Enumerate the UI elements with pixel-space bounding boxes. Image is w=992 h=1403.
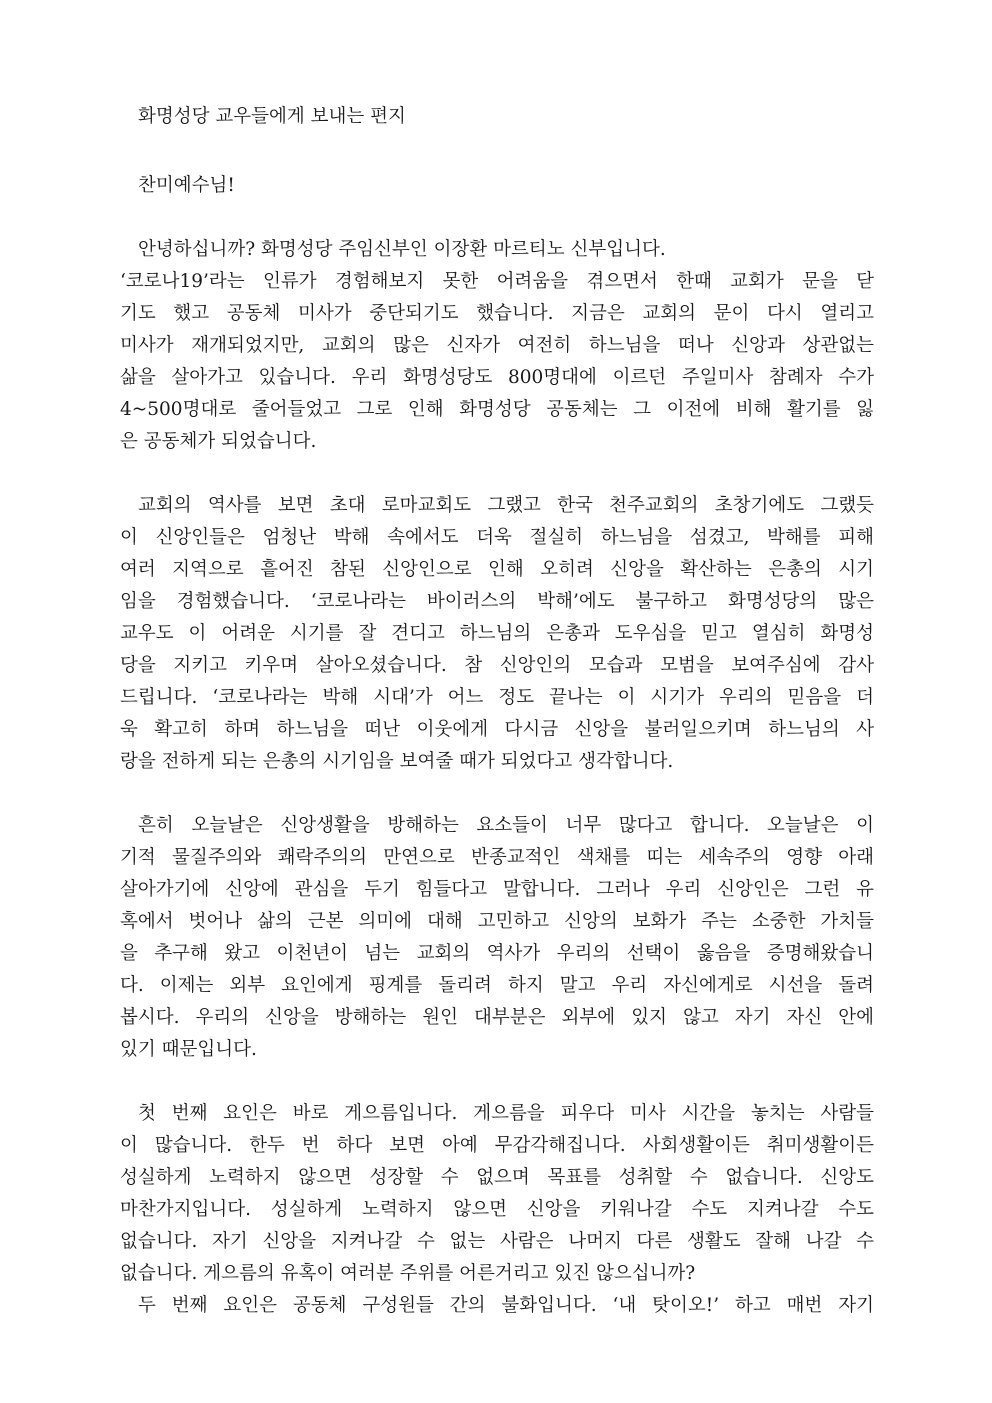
paragraph-3-line-5: 을 추구해 왔고 이천년이 넘는 교회의 역사가 우리의 선택이 옳음을 증명해왔습니	[120, 943, 874, 964]
paragraph-4-line-7: 두 번째 요인은 공동체 구성원들 간의 불화입니다. ‘내 탓이오!’ 하고 매번 자기	[138, 1295, 874, 1316]
paragraph-4-line-6: 없습니다. 게으름의 유혹이 여러분 주위를 어른거리고 있진 않으십니까?	[120, 1263, 696, 1284]
paragraph-3-line-6: 다. 이제는 외부 요인에게 핑계를 돌리려 하지 말고 우리 자신에게로 시선을 돌려	[120, 975, 874, 996]
letter-greeting: 찬미예수님!	[138, 175, 235, 196]
paragraph-2-line-6: 당을 지키고 키우며 살아오셨습니다. 참 신앙인의 모습과 모범을 보여주심에 감사	[120, 655, 874, 676]
paragraph-2-line-4: 임을 경험했습니다. ‘코로나라는 바이러스의 박해’에도 불구하고 화명성당의 많은	[120, 591, 874, 612]
paragraph-4-line-5: 없습니다. 자기 신앙을 지켜나갈 수 없는 사람은 나머지 다른 생활도 잘해 나갈 수	[120, 1231, 874, 1252]
paragraph-1-line-4: 미사가 재개되었지만, 교회의 많은 신자가 여전히 하느님을 떠나 신앙과 상관없는	[120, 335, 874, 356]
paragraph-3-line-1: 흔히 오늘날은 신앙생활을 방해하는 요소들이 너무 많다고 합니다. 오늘날은 이	[138, 815, 874, 836]
paragraph-1-line-7: 은 공동체가 되었습니다.	[120, 431, 317, 452]
paragraph-2-line-3: 여러 지역으로 흩어진 참된 신앙인으로 인해 오히려 신앙을 확산하는 은총의 시기	[120, 559, 874, 580]
paragraph-1-line-1: 안녕하십니까? 화명성당 주임신부인 이장환 마르티노 신부입니다.	[138, 239, 666, 260]
paragraph-4-line-3: 성실하게 노력하지 않으면 성장할 수 없으며 목표를 성취할 수 없습니다. 신앙도	[120, 1167, 874, 1188]
paragraph-3-line-4: 혹에서 벗어나 삶의 근본 의미에 대해 고민하고 신앙의 보화가 주는 소중한 가치들	[120, 911, 874, 932]
paragraph-2-line-9: 랑을 전하게 되는 은총의 시기임을 보여줄 때가 되었다고 생각합니다.	[120, 751, 674, 772]
paragraph-1-line-6: 4~500명대로 줄어들었고 그로 인해 화명성당 공동체는 그 이전에 비해 활기를 잃	[120, 399, 874, 420]
paragraph-3-line-3: 살아가기에 신앙에 관심을 두기 힘들다고 말합니다. 그러나 우리 신앙인은 그런 유	[120, 879, 874, 900]
paragraph-1-line-2: ‘코로나19’라는 인류가 경험해보지 못한 어려움을 겪으면서 한때 교회가 문을 닫	[120, 271, 874, 292]
paragraph-4-line-2: 이 많습니다. 한두 번 하다 보면 아예 무감각해집니다. 사회생활이든 취미생활이든	[120, 1135, 874, 1156]
paragraph-4-line-4: 마찬가지입니다. 성실하게 노력하지 않으면 신앙을 키워나갈 수도 지켜나갈 수도	[120, 1199, 874, 1220]
paragraph-2-line-7: 드립니다. ‘코로나라는 박해 시대’가 어느 정도 끝나는 이 시기가 우리의 믿음을 더	[120, 687, 874, 708]
paragraph-2-line-1: 교회의 역사를 보면 초대 로마교회도 그랬고 한국 천주교회의 초창기에도 그랬듯	[138, 495, 874, 516]
paragraph-2-line-2: 이 신앙인들은 엄청난 박해 속에서도 더욱 절실히 하느님을 섬겼고, 박해를 피해	[120, 527, 874, 548]
paragraph-2-line-5: 교우도 이 어려운 시기를 잘 견디고 하느님의 은총과 도우심을 믿고 열심히 화명성	[120, 623, 874, 644]
paragraph-3-line-2: 기적 물질주의와 쾌락주의의 만연으로 반종교적인 색채를 띠는 세속주의 영향 아래	[120, 847, 874, 868]
letter-title: 화명성당 교우들에게 보내는 편지	[138, 106, 406, 127]
paragraph-1-line-3: 기도 했고 공동체 미사가 중단되기도 했습니다. 지금은 교회의 문이 다시 열리고	[120, 303, 874, 324]
paragraph-3-line-7: 봅시다. 우리의 신앙을 방해하는 원인 대부분은 외부에 있지 않고 자기 자신 안에	[120, 1007, 874, 1028]
paragraph-4-line-1: 첫 번째 요인은 바로 게으름입니다. 게으름을 피우다 미사 시간을 놓치는 사람들	[138, 1103, 874, 1124]
paragraph-1-line-5: 삶을 살아가고 있습니다. 우리 화명성당도 800명대에 이르던 주일미사 참례자 수가	[120, 367, 874, 388]
paragraph-3-line-8: 있기 때문입니다.	[120, 1039, 257, 1060]
paragraph-2-line-8: 욱 확고히 하며 하느님을 떠난 이웃에게 다시금 신앙을 불러일으키며 하느님의 사	[120, 719, 874, 740]
